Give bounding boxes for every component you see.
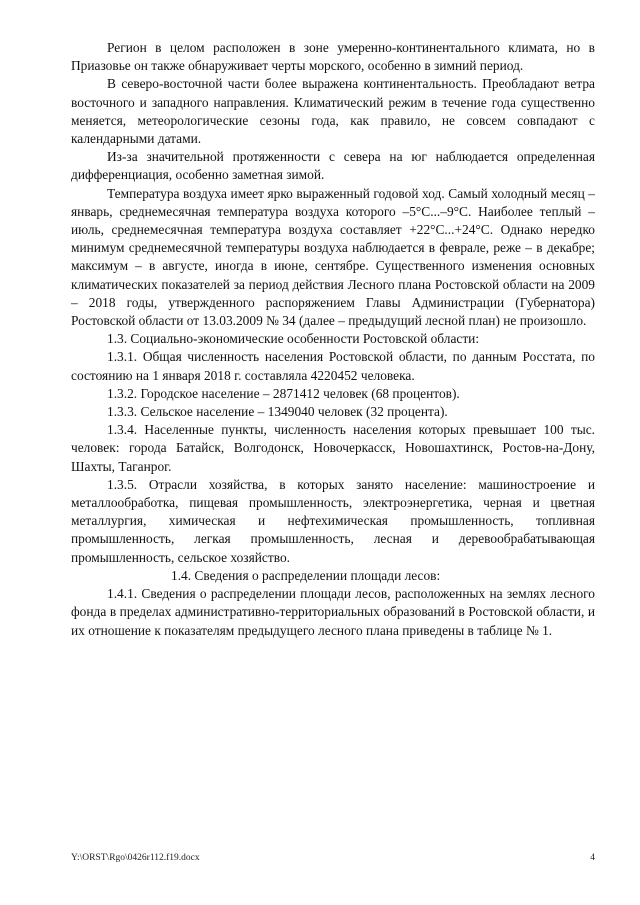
- paragraph-climate-region: Регион в целом расположен в зоне умеренно-континентального климата, но в Приазовье он также обнаруживает черты морского, особенно в зимний период.: [71, 40, 595, 74]
- paragraph-1-4-1: 1.4.1. Сведения о распределении площади лесов, расположенных на землях лесного фонда в пределах административно-территориальных образований в Ростовской области, и их отношение к показателям предыдущего лесного плана приведены в таблице № 1.: [71, 586, 595, 638]
- paragraph-1-3-3: 1.3.3. Сельское население – 1349040 человек (32 процента).: [107, 404, 448, 420]
- section-heading-1-4: 1.4. Сведения о распределении площади лесов:: [171, 567, 441, 583]
- paragraph-1-3-5: 1.3.5. Отрасли хозяйства, в которых занято население: машиностроение и металлообработка, пищевая промышленность, электроэнергетика, черная и цветная металлургия, химическая и нефтехимическая промышленность, топливная промышленность, легкая промышленность, лесная и деревообрабатывающая промышленность, сельское хозяйство.: [71, 476, 595, 565]
- page-number: 4: [590, 853, 595, 863]
- document-body: [71, 39, 595, 640]
- paragraph-1-3-2: 1.3.2. Городское население – 2871412 человек (68 процентов).: [107, 385, 460, 401]
- paragraph-differentiation: Из-за значительной протяженности с севера на юг наблюдается определенная дифференциация, особенно заметная зимой.: [71, 149, 595, 183]
- paragraph-continentality: В северо-восточной части более выражена континентальность. Преобладают ветра восточного и западного направления. Климатический режим в течение года существенно меняется, метеорологические сезоны года, как правило, не совсем совпадают с календарными датами.: [71, 76, 595, 147]
- paragraph-1-3-1: 1.3.1. Общая численность населения Ростовской области, по данным Росстата, по состоянию на 1 января 2018 г. составляла 4220452 человека.: [71, 349, 595, 383]
- section-heading-1-3: 1.3. Социально-экономические особенности Ростовской области:: [107, 331, 480, 347]
- paragraph-air-temperature: Температура воздуха имеет ярко выраженный годовой ход. Самый холодный месяц – январь, среднемесячная температура воздуха которого –5°С...–9°С. Наиболее теплый – июль, среднемесячная температура воздуха составляет +22°С...+24°С. Однако нередко минимум среднемесячной температуры воздуха наблюдается в феврале, реже – в декабре; максимум – в августе, иногда в июне, сентябре. Существенного изменения основных климатических показателей за период действия Лесного плана Ростовской области на 2009 – 2018 годы, утвержденного распоряжением Главы Администрации (Губернатора) Ростовской области от 13.03.2009 № 34 (далее – предыдущий лесной план) не произошло.: [71, 185, 595, 329]
- footer-file-path: Y:\ORST\Rgo\0426r112.f19.docx: [71, 853, 200, 863]
- paragraph-1-3-4: 1.3.4. Населенные пункты, численность населения которых превышает 100 тыс. человек: города Батайск, Волгодонск, Новочеркасск, Новошахтинск, Ростов-на-Дону, Шахты, Таганрог.: [71, 422, 595, 474]
